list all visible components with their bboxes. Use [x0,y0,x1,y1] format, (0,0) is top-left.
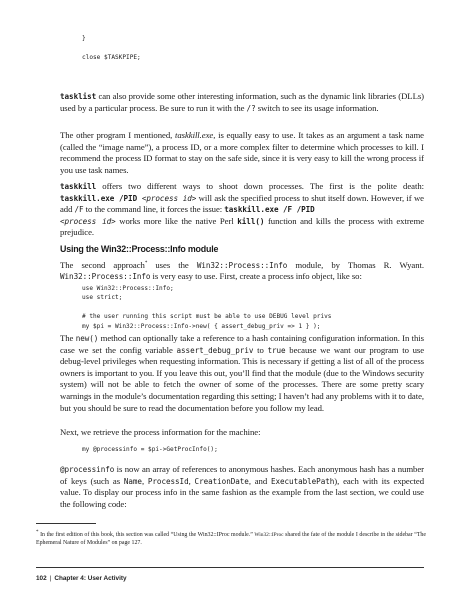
footnote-marker: * [36,530,39,535]
inline-code: /F [74,205,84,215]
inline-code: @processinfo [60,465,115,474]
code-block-top [82,34,446,62]
inline-code: taskkill [60,182,97,191]
code-line: } [82,35,86,42]
footer-separator: | [49,575,52,582]
paragraph-new-method: The new() method can optionally take a reference to a hash containing configuration information. In this case we set the config variable assert_debug_priv to true because we want our program to use debug-level privileges when requesting information. This is necessary if getting a list of all of the process owners is important to you. If you leave this out, you’ll find that the module (due to the Windows security system) will not be able to fetch the owner of some of the processes. There are some pretty scary warnings in the module’s documentation regarding this setting; I haven’t had any problems with it to date, but you should be sure to read the documentation before you follow my lead. [60,333,425,413]
footer-rule [36,567,424,568]
inline-code: tasklist [60,92,97,101]
footnote: * In the first edition of this book, this section was called “Using the Win32::IProc module.” Win32::IProc shared the fate of the module I describe in the sidebar “The Ephemeral Nature of Modules” on page 127. [36,530,426,547]
inline-code-placeholder: <process id> [60,216,116,226]
paragraph-retrieve: Next, we retrieve the process information for the machine: [60,427,261,437]
filename: taskkill.exe [174,130,214,140]
inline-code: Win32::IProc [254,531,284,538]
paragraph-processinfo: @processinfo is now an array of references to anonymous hashes. Each anonymous hash has a number of keys (such as Name, ProcessId, CreationDate, and ExecutablePath), each with its expected value. To display our process info in the same fashion as the example from the last section, we could use the following code: [60,464,425,509]
code-line: use Win32::Process::Info; [82,285,174,292]
inline-code: true [267,345,286,355]
inline-code: ProcessId [147,476,189,486]
paragraph-tasklist: tasklist can also provide some other interesting information, such as the dynamic link libraries (DLLs) used by a particular process. Be sure to run it with the /? switch to see its usage information. [60,91,424,113]
inline-code: Win32::Process::Info [196,260,288,270]
footnote-marker: * [144,261,148,266]
code-line: # the user running this script must be able to use DEBUG level privs [82,313,332,321]
paragraph-second-approach: The second approach* uses the Win32::Process::Info module, by Thomas R. Wyant. Win32::Process::Info is very easy to use. First, create a process info object, like so: [60,259,424,282]
code-block-create-object [82,284,446,331]
inline-code: Name [123,476,142,486]
code-line: close $TASKPIPE; [82,53,141,61]
inline-code: ExecutablePath [270,476,335,486]
inline-code: new() [75,334,99,343]
inline-code-placeholder: <process id> [141,193,197,203]
code-line: use strict; [82,294,123,302]
inline-code: Win32::Process::Info [60,272,151,282]
inline-code: taskkill.exe /PID [60,193,142,203]
inline-code: /? [246,103,256,113]
inline-code: assert_debug_priv [176,345,254,355]
section-heading: Using the Win32::Process::Info module [60,244,219,254]
paragraph-taskkill: The other program I mentioned, taskkill.exe, is equally easy to use. It takes as an argument a task name (called the “image name”), a process ID, or a more complex filter to determine which processes to kill. I recommend the process ID format to stay on the safe side, since it is very easy to kill the wrong process if you use task names. [60,130,424,175]
chapter-title: Chapter 4: User Activity [54,575,127,582]
code-block-getprocinfo [82,445,446,454]
code-line: my $pi = Win32::Process::Info->new( { assert_debug_priv => 1 } ); [82,322,321,330]
code-line: my @processinfo = $pi->GetProcInfo(); [82,446,218,453]
footnote-rule [36,523,96,524]
inline-code: kill() [237,216,265,226]
inline-code: taskkill.exe /F /PID [224,205,315,215]
paragraph-taskkill-usage: taskkill offers two different ways to shoot down processes. The first is the polite death: taskkill.exe /PID <process id> will ask the specified process to shut itself down. However, if we add /F to the command line, it forces the issue: taskkill.exe /F /PID <process id> works more like the native Perl kill() function and kills the process with extreme prejudice. [60,181,425,238]
page-footer [36,575,127,582]
page-number: 102 [36,575,47,582]
inline-code: CreationDate [194,476,249,486]
